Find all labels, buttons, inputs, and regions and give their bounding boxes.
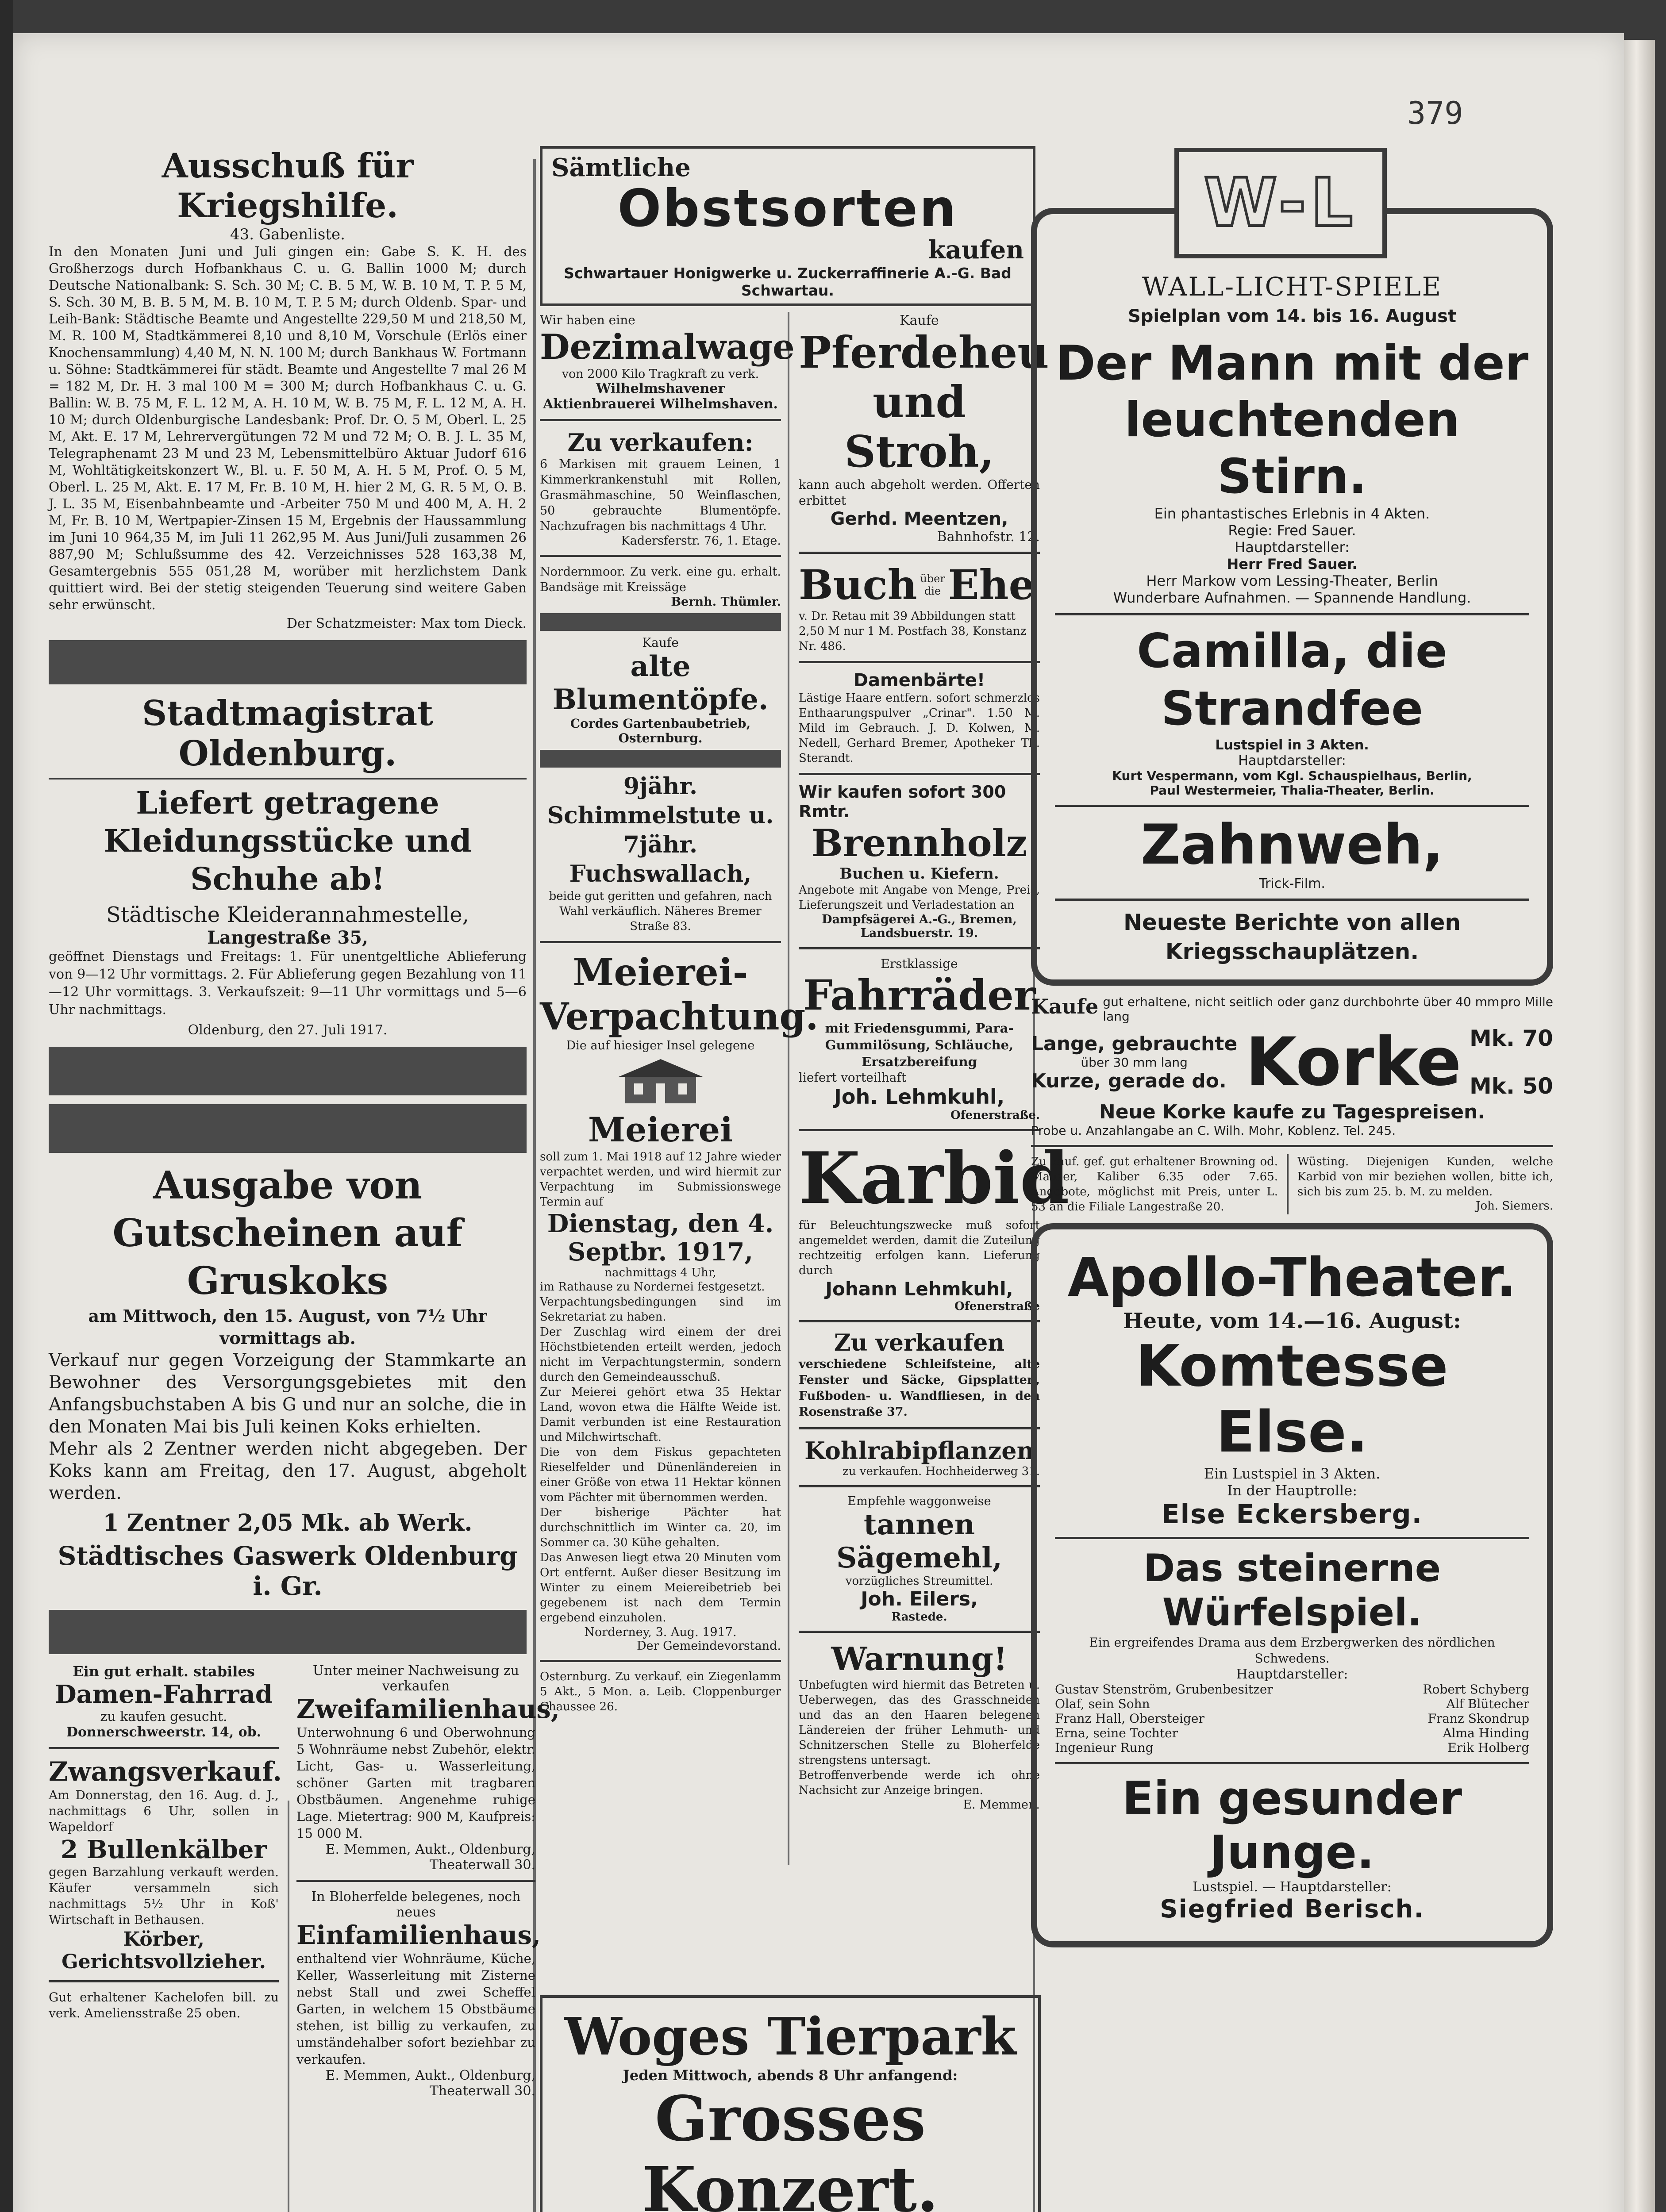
ad-signature: Der Gemeindevorstand. <box>636 1639 781 1653</box>
ad-line: Trick-Film. <box>1259 876 1325 891</box>
ad-body: soll zum 1. Mai 1918 auf 12 Jahre wieder verpachtet werden, und wird hiermit zur Verpachtung im Submissionswege Termin auf <box>540 1150 781 1209</box>
ad-line: Kurze, gerade do. <box>1031 1069 1227 1092</box>
wl-logo-text: W-L <box>1204 165 1358 242</box>
small-ads-right <box>288 1663 560 2099</box>
divider <box>799 1485 1040 1487</box>
ad-line: pro Mille <box>1500 995 1553 1009</box>
cast-actor: Erik Holberg <box>1447 1740 1529 1755</box>
ad-body: zu verkaufen. Hochheiderweg 31. <box>843 1465 1040 1478</box>
ad-address: Kadersferstr. 76, 1. Etage. <box>621 534 781 548</box>
ad-body: gut erhaltene, nicht seitlich oder ganz durchbohrte über 40 mm lang <box>1103 995 1500 1024</box>
divider <box>799 661 1040 663</box>
ad-headline: Neueste Berichte von allen Kriegsschauplätzen. <box>1123 910 1461 964</box>
ad-subtitle: Buchen u. Kiefern. <box>839 865 999 883</box>
ad-headline: Neue Korke kaufe zu Tagespreisen. <box>1099 1101 1485 1123</box>
divider <box>1055 805 1529 807</box>
ad-title: Warnung! <box>831 1640 1008 1678</box>
ad-body: von 2000 Kilo Tragkraft zu verk. <box>562 367 759 381</box>
ad-korke <box>1031 995 1553 1138</box>
ad-body: kann auch abgeholt werden. Offerten erbittet <box>799 477 1040 508</box>
ad-line: Herr Fred Sauer. <box>1227 556 1358 572</box>
ad-body: geöffnet Dienstags und Freitags: 1. Für unentgeltliche Ablieferung von 9—12 Uhr vormittags. 2. Für Ablieferung gegen Bezahlung von 11—12 Uhr vormittags. 3. Verkaufszeit: 9—11 Uhr vormittags und 5—6 Uhr nachmittags. <box>49 949 527 1018</box>
ad-title: Woges Tierpark <box>564 2007 1016 2067</box>
ad-body: Betroffenverbende werde ich ohne Nachsicht zur Anzeige bringen. <box>799 1769 1040 1797</box>
ad-line: über die <box>920 572 945 597</box>
ad-signature: Joh. Siemers. <box>1476 1199 1553 1213</box>
divider-bar <box>540 613 781 631</box>
col2-left <box>540 313 819 1812</box>
ad-date: Oldenburg, den 27. Juli 1917. <box>188 1022 388 1038</box>
ad-body: Osternburg. Zu verkauf. ein Ziegenlamm 5 Akt., 5 Mon. a. Leib. Cloppenburger Chaussee 26. <box>540 1670 781 1713</box>
ad-body: Unterwohnung 6 und Oberwohnung 5 Wohnräume nebst Zubehör, elektr. Licht, Gas- u. Wasserleitung, schöner Garten mit tragbaren Obstbäumen. Angenehme ruhige Lage. Mietertrag: 900 M, Kaufpreis: 15 000 M. <box>296 1725 535 1841</box>
ad-line: Hauptdarsteller: <box>1236 1667 1348 1682</box>
ad-signature: Dampfsägerei A.-G., Bremen, Landsbuerstr. 19. <box>822 913 1017 940</box>
ad-signature: Joh. Eilers, <box>861 1588 978 1610</box>
divider <box>1055 613 1529 615</box>
ad-title: Zu verkaufen <box>834 1329 1005 1356</box>
ad-title: 9jähr. Schimmelstute u. 7jähr. Fuchswallach, <box>547 773 774 887</box>
column-3 <box>1031 146 1553 1947</box>
small-ads-left <box>49 1663 288 2099</box>
ad-body: Gut erhaltener Kachelofen bill. zu verk. Ameliensstraße 25 oben. <box>49 1990 279 2020</box>
ad-subtitle: 43. Gabenliste. <box>230 226 345 243</box>
divider-bar <box>49 1610 527 1654</box>
ad-obstsorten <box>540 146 1035 306</box>
ad-line: Herr Markow vom Lessing-Theater, Berlin <box>1146 572 1438 589</box>
ad-kriegshilfe <box>49 146 527 631</box>
ad-body: für Beleuchtungszwecke muß sofort angemeldet werden, damit die Zuteilung rechtzeitig erfolgen kann. Lieferung durch <box>799 1219 1040 1277</box>
divider <box>540 419 781 421</box>
ad-line: In der Hauptrolle: <box>1227 1482 1357 1499</box>
ad-date: Norderney, 3. Aug. 1917. <box>584 1625 737 1639</box>
ad-body: Unbefugten wird hiermit das Betreten u. Ueberwegen, das des Grasschneiden und das an den Haaren belegenen Ländereien der früher Lehmuth- und Schnitzerschen Stelle zu Bloherfelde strengstens untersagt. <box>799 1678 1040 1767</box>
ad-line: Lange, gebrauchte <box>1031 1032 1238 1055</box>
ad-body: Verkauf nur gegen Vorzeigung der Stammkarte an Bewohner des Versorgungsgebietes mit den Anfangsbuchstaben A bis G und nur an solche, die in den Monaten Mai bis Juli keinen Koks erhielten. <box>49 1350 527 1437</box>
cast-role: Gustav Stenström, Grubenbesitzer <box>1055 1682 1273 1697</box>
ad-body: Das Anwesen liegt etwa 20 Minuten vom Ort entfernt. Außer dieser Besitzung im Winter zu einem Meiereibetrieb bei gegebenem ist nach dem Termin ergebend einzuholen. <box>540 1551 781 1624</box>
cast-actor: Alf Blütecher <box>1446 1697 1529 1711</box>
ad-headline: Ein gesunder Junge. <box>1122 1771 1462 1879</box>
ad-wall-licht-spiele <box>1031 165 1553 986</box>
meierei-house-icon <box>616 1057 705 1106</box>
ad-address: Ofenerstraße. <box>950 1109 1040 1122</box>
book-spine <box>0 0 13 2212</box>
ad-address: Donnerschweerstr. 14, ob. <box>66 1724 262 1740</box>
ad-address: Rastede. <box>891 1610 947 1624</box>
ad-line: Wunderbare Aufnahmen. — Spannende Handlung. <box>1113 589 1471 606</box>
ad-title: Korke <box>1245 1024 1462 1101</box>
ad-body: In den Monaten Juni und Juli gingen ein: Gabe S. K. H. des Großherzogs durch Hofbankhaus C. u. G. Ballin 1000 M; durch Deutsche Nationalbank: S. Sch. 30 M; C. B. 5 M, W. B. 10 M, T. P. 5 M, S. Sch. 30 M, B. B. 5 M, M. B. 10 M, T. P. 5 M; durch Oldenb. Spar- und Leih-Bank: Städtische Beamte und Angestellte 229,50 M und 218,50 M, M. R. 100 M, Stadtkämmerei 8,10 und 8,10 M, Vorschule (Erlös einer Knochensammlung) 4,40 M, N. N. 100 M; durch Bankhaus W. Fortmann u. Söhne: Stadtkämmerei für städt. Beamte und Angestellte 7 mal 26 M = 182 M, Dr. H. 3 mal 100 M = 300 M; durch Hofbankhaus C. u. G. Ballin: W. B. 75 M, F. L. 12 M, A. H. 10 M, W. B. 75 M, F. L. 12 M, A. H. 10 M; durch Oldenburgische Landesbank: Prof. Dr. O. 5 M, Oberl. L. 25 M, Akt. E. 17 M, Lehrervergütungen 72 M und 72 M; O. B. J. L. 35 M, Telegraphenamt 23 M und 23 M, Lebensmittelbüro Aktuar Judorf 616 M, Wohltätigkeitskonzert W., Bl. u. F. 50 M, A. H. 5 M, Prof. O. 5 M, Oberl. L. 25 M, Akt. E. 17 M, Fr. B. 10 M, H. hier 2 M, G. R. 5 M, O. B. J. L. 35 M, Eisenbahnbeamte und -Arbeiter 750 M und 400 M, A. H. 2 M, Fr. B. 10 M, Wertpapier-Zinsen 15 M, Ergebnis der Haussammlung im Juni 10 964,35 M, im Juli 11 262,95 M. Aus Juni/Juli zusammen 26 887,90 M; Schlußsumme des 42. Verzeichnisses 528 163,38 M, Gesamtergebnis 555 051,28 M, worüber mit herzlichstem Dank quittiert wird. Bei der stetig steigenden Teuerung sind weitere Gaben sehr erwünscht. <box>49 244 527 612</box>
ad-signature: Schwartauer Honigwerke u. Zuckerraffinerie A.-G. Bad Schwartau. <box>564 265 1012 299</box>
divider <box>799 1631 1040 1633</box>
ad-line: Kaufe <box>1031 995 1099 1018</box>
ad-body: beide gut geritten und gefahren, nach Wahl verkäuflich. Näheres Bremer Straße 83. <box>549 890 772 933</box>
ad-title: Meierei-Verpachtung. <box>540 950 819 1038</box>
wl-logo <box>1174 148 1387 258</box>
ad-stadtmagistrat <box>49 693 527 1038</box>
ad-title: Stadtmagistrat Oldenburg. <box>142 693 434 774</box>
column-2 <box>540 146 1070 2212</box>
cast-actor: Franz Skondrup <box>1427 1711 1529 1726</box>
divider <box>540 1660 781 1662</box>
divider <box>49 778 527 780</box>
ad-body: verschiedene Schleifsteine, alte Fenster und Säcke, Gipsplatten, Fußboden- u. Wandfliesen, in den Rosenstraße 37. <box>799 1357 1040 1419</box>
ad-signature: Gerhd. Meentzen, <box>830 509 1008 529</box>
ad-headline: 2 Bullenkälber <box>60 1835 267 1864</box>
ad-title: Buch <box>799 561 917 609</box>
divider <box>799 947 1040 949</box>
ad-signature: Körber, Gerichtsvollzieher. <box>62 1928 266 1973</box>
ad-line: Kaufe <box>642 635 679 650</box>
divider <box>799 552 1040 554</box>
ad-time: nachmittags 4 Uhr, <box>604 1266 716 1279</box>
col2-split <box>540 313 1070 1812</box>
ad-headline: Der Mann mit der leuchtenden Stirn. <box>1055 336 1529 504</box>
ad-signature: E. Memmen, Aukt., Oldenburg, Theaterwall 30. <box>325 1842 535 1873</box>
ad-line: Empfehle waggonweise <box>847 1494 991 1508</box>
ad-line: Unter meiner Nachweisung zu verkaufen <box>312 1663 519 1694</box>
ad-title: WALL-LICHT-SPIELE <box>1142 272 1443 302</box>
ad-line: Ein gut erhalt. stabiles <box>73 1663 255 1680</box>
page-number: 379 <box>1407 95 1463 131</box>
ad-woges-tierpark <box>540 1995 1041 2212</box>
ad-line: Erstklassige <box>881 956 958 971</box>
divider <box>296 1880 535 1882</box>
cast-role: Erna, seine Tochter <box>1055 1726 1178 1740</box>
ad-signature: E. Memmen, Aukt., Oldenburg, Theaterwall 30. <box>325 2068 535 2099</box>
cast-list <box>1055 1682 1529 1755</box>
ad-address: Bahnhofstr. 12. <box>937 529 1040 545</box>
ad-signature: Joh. Lehmkuhl, <box>834 1085 1005 1109</box>
ad-line: Lustspiel in 3 Akten. <box>1215 737 1369 753</box>
ad-body: Die von dem Fiskus gepachteten Rieselfelder und Dünenländereien in einer Größe von etwa 11 Hektar können vom Pächter mit übernommen werden. <box>540 1446 781 1504</box>
ad-body: Lästige Haare entfern. sofort schmerzlos Enthaarungspulver „Crinar". 1.50 M. Mild im Gebrauch. J. D. Kolwen, M. Nedell, Gerhard Bremer, Apotheker Th. Sterandt. <box>799 691 1040 765</box>
cast-row <box>1055 1697 1529 1711</box>
ad-subtitle: am Mittwoch, den 15. August, von 7½ Uhr vormittags ab. <box>88 1306 487 1348</box>
ad-line: Regie: Fred Sauer. <box>1228 522 1356 539</box>
divider <box>1055 1537 1529 1539</box>
divider <box>1055 1762 1529 1764</box>
cast-actor: Alma Hinding <box>1443 1726 1529 1740</box>
ad-line: kaufen <box>928 235 1024 265</box>
ad-body: gegen Barzahlung verkauft werden. Käufer versammeln sich nachmittags 5½ Uhr in Koß' Wirtschaft in Bethausen. <box>49 1865 279 1927</box>
ad-line: Sämtliche <box>551 153 691 182</box>
ad-title: alte Blumentöpfe. <box>552 650 769 716</box>
ad-title: Fahrräder <box>803 971 1036 1020</box>
ad-title: Pferdeheu und Stroh, <box>799 327 1049 477</box>
ad-line: liefert vorteilhaft <box>799 1070 907 1085</box>
cast-row <box>1055 1726 1529 1740</box>
ad-address: Ofenerstraße <box>954 1300 1040 1313</box>
ad-body: 6 Markisen mit grauem Leinen, 1 Kimmerkrankenstuhl mit Rollen, Grasmähmaschine, 50 Weinflaschen, 50 gebrauchte Blumentöpfe. Nachzufragen bis nachmittags 4 Uhr. <box>540 457 781 533</box>
ad-subtitle: Städtische Kleiderannahmestelle, <box>106 902 469 927</box>
ad-headline: Zahnweh, <box>1140 813 1444 877</box>
ad-line: zu kaufen gesucht. <box>100 1709 227 1724</box>
ad-body: v. Dr. Retau mit 39 Abbildungen statt 2,50 M nur 1 M. Postfach 38, Konstanz Nr. 486. <box>799 610 1027 653</box>
ad-headline: Liefert getragene Kleidungsstücke und Schuhe ab! <box>104 784 472 897</box>
ad-headline: Das steinerne Würfelspiel. <box>1143 1546 1441 1635</box>
ad-footer: Probe u. Anzahlangabe an C. Wilh. Mohr, Koblenz. Tel. 245. <box>1031 1123 1396 1138</box>
ad-title: Apollo-Theater. <box>1067 1247 1517 1309</box>
divider <box>540 555 781 557</box>
ad-title: Ehe <box>948 561 1035 609</box>
ad-title: Damenbärte! <box>853 670 985 691</box>
ad-date: Heute, vom 14.—16. August: <box>1123 1309 1461 1333</box>
ad-body: im Rathause zu Nordernei festgesetzt. <box>540 1280 765 1294</box>
divider <box>1031 1145 1553 1147</box>
ad-line: Ein Lustspiel in 3 Akten. <box>1204 1465 1381 1482</box>
ad-line: Lustspiel. — Hauptdarsteller: <box>1193 1879 1392 1895</box>
ad-headline: Camilla, die Strandfee <box>1137 624 1447 736</box>
divider-bar <box>540 750 781 768</box>
ad-date: Dienstag, den 4. Septbr. 1917, <box>547 1209 774 1267</box>
ad-body: Angebote mit Angabe von Menge, Preis, Lieferungszeit und Verladestation an <box>799 883 1040 912</box>
ad-star: Else Eckersberg. <box>1161 1499 1423 1530</box>
ad-line: In Bloherfelde belegenes, noch neues <box>311 1889 521 1920</box>
ad-line: Ein ergreifendes Drama aus dem Erzbergwerken des nördlichen Schwedens. <box>1089 1635 1495 1666</box>
divider <box>799 1320 1040 1322</box>
ad-title: Wir kaufen sofort 300 Rmtr. <box>799 782 1006 821</box>
ad-body: Zu kauf. gef. gut erhaltener Browning od. Mauser, Kaliber 6.35 oder 7.65. Angebote, möglichst mit Preis, unter L. 53 an die Filiale Langestraße 20. <box>1031 1154 1289 1214</box>
ad-headline: Komtesse Else. <box>1136 1333 1448 1465</box>
ad-line: Kaufe <box>900 313 939 328</box>
ad-line: Hauptdarsteller: <box>1238 753 1346 768</box>
ad-apollo-theater <box>1031 1223 1553 1947</box>
cast-actor: Robert Schyberg <box>1423 1682 1529 1697</box>
ad-title: Zwangsverkauf. <box>49 1756 282 1787</box>
ad-body: Wüsting. Diejenigen Kunden, welche Karbid von mir beziehen wollen, bitte ich, sich bis zum 25. b. M. zu melden. <box>1297 1155 1553 1198</box>
ad-title: Zu verkaufen: <box>567 428 754 457</box>
ad-signature: Der Schatzmeister: Max tom Dieck. <box>286 616 527 631</box>
ad-body: Nordernmoor. Zu verk. eine gu. erhalt. Bandsäge mit Kreissäge <box>540 565 781 594</box>
ad-body-2: Mehr als 2 Zentner werden nicht abgegeben. Der Koks kann am Freitag, den 17. August, abgeholt werden. <box>49 1439 527 1503</box>
ad-headline: Grosses Konzert. <box>642 2083 939 2212</box>
ad-body: mit Friedensgummi, Para-Gummilösung, Schläuche, Ersatzbereifung <box>825 1021 1014 1069</box>
price-value: Mk. 70 <box>1469 1025 1553 1051</box>
ad-body: Verpachtungsbedingungen sind im Sekretariat zu haben. <box>540 1295 781 1324</box>
ad-body: Der bisherige Pächter hat durchschnittlich im Winter ca. 20, im Sommer ca. 30 Kühe gehalten. <box>540 1506 781 1549</box>
col2-right <box>788 313 1070 1812</box>
ad-body: enthaltend vier Wohnräume, Küche, Keller, Wasserleitung mit Zisterne nebst Stall und zwei Scheffel Garten, in welchem 15 Obstbäume stehen, ist billig zu verkaufen, zu umständehalber sofort beziehbar zu verkaufen. <box>296 1951 535 2067</box>
ad-title: Obstsorten <box>617 179 958 238</box>
page-edge <box>1624 40 1655 2212</box>
price-value: Mk. 50 <box>1469 1073 1553 1099</box>
divider <box>799 773 1040 775</box>
cast-role: Franz Hall, Obersteiger <box>1055 1711 1204 1726</box>
ad-body: Am Donnerstag, den 16. Aug. d. J., nachmittags 6 Uhr, sollen in Wapeldorf <box>49 1788 279 1834</box>
ad-title: Dezimalwage <box>540 327 795 367</box>
cast-role: Olaf, sein Sohn <box>1055 1697 1150 1711</box>
small-ads-row <box>1031 1154 1553 1214</box>
ad-title: Ausschuß für Kriegshilfe. <box>162 146 414 225</box>
ad-body: Zur Meierei gehört etwa 35 Hektar Land, wovon etwa die Hälfte Weide ist. Damit verbunden ist eine Restauration und Milchwirtschaft. <box>540 1386 781 1444</box>
ad-body: vorzügliches Streumittel. <box>845 1575 993 1588</box>
ad-signature: E. Memmen. <box>963 1798 1040 1812</box>
ad-title: Damen-Fahrrad <box>55 1680 273 1709</box>
cast-row <box>1055 1682 1529 1697</box>
ad-price: 1 Zentner 2,05 Mk. ab Werk. <box>103 1509 473 1536</box>
ad-headline: Meierei <box>588 1110 733 1149</box>
ad-line: Paul Westermeier, Thalia-Theater, Berlin. <box>1150 783 1435 798</box>
ad-title: Ausgabe von Gutscheinen auf Gruskoks <box>112 1163 463 1303</box>
ad-title: Kohlrabipflanzen <box>804 1436 1034 1465</box>
ad-address: Langestraße 35, <box>207 927 368 948</box>
ad-title: Einfamilienhaus, <box>296 1920 541 1950</box>
cast-row <box>1055 1711 1529 1726</box>
ad-line: Kurt Vespermann, vom Kgl. Schauspielhaus, Berlin, <box>1112 768 1472 783</box>
ad-signature: Städtisches Gaswerk Oldenburg i. Gr. <box>58 1541 518 1601</box>
divider <box>49 1980 279 1982</box>
column-1 <box>49 146 560 2099</box>
ad-star: Siegfried Berisch. <box>1160 1895 1424 1924</box>
ad-buch-ehe <box>799 561 1040 609</box>
ad-body: Der Zuschlag wird einem der drei Höchstbietenden erteilt werden, jedoch nicht im Verpachtungstermin, sondern durch den Gemeindeausschuß. <box>540 1325 781 1384</box>
cast-row <box>1055 1740 1529 1755</box>
small-ads-row <box>49 1663 560 2099</box>
ad-signature: Wilhelmshavener Aktienbrauerei Wilhelmshaven. <box>543 381 778 412</box>
divider <box>540 941 781 943</box>
ad-title: tannen Sägemehl, <box>836 1508 1002 1575</box>
ad-headline: Brennholz <box>811 821 1027 865</box>
ad-signature: Bernh. Thümler. <box>671 595 781 609</box>
ad-line: Jeden Mittwoch, abends 8 Uhr anfangend: <box>623 2067 958 2084</box>
divider <box>799 1427 1040 1429</box>
divider-bar <box>49 1047 527 1095</box>
ad-signature: Johann Lehmkuhl, <box>825 1278 1013 1300</box>
cast-role: Ingenieur Rung <box>1055 1740 1154 1755</box>
divider-bar <box>49 1104 527 1153</box>
divider <box>49 1747 279 1749</box>
ad-title: Karbid <box>799 1137 1070 1220</box>
ad-line: Hauptdarsteller: <box>1235 539 1350 556</box>
ad-subtitle: Spielplan vom 14. bis 16. August <box>1127 306 1456 326</box>
ad-signature: Cordes Gartenbaubetrieb, Osternburg. <box>570 716 751 745</box>
divider-bar <box>49 640 527 684</box>
ad-line: Ein phantastisches Erlebnis in 4 Akten. <box>1154 505 1430 522</box>
divider <box>1055 899 1529 901</box>
ad-line: Wir haben eine <box>540 313 635 327</box>
ad-body: Die auf hiesiger Insel gelegene <box>566 1039 755 1052</box>
ad-gutscheine <box>49 1162 527 1601</box>
divider <box>799 1129 1040 1131</box>
ad-title: Zweifamilienhaus, <box>296 1694 560 1724</box>
ad-line: über 30 mm lang <box>1081 1055 1188 1070</box>
